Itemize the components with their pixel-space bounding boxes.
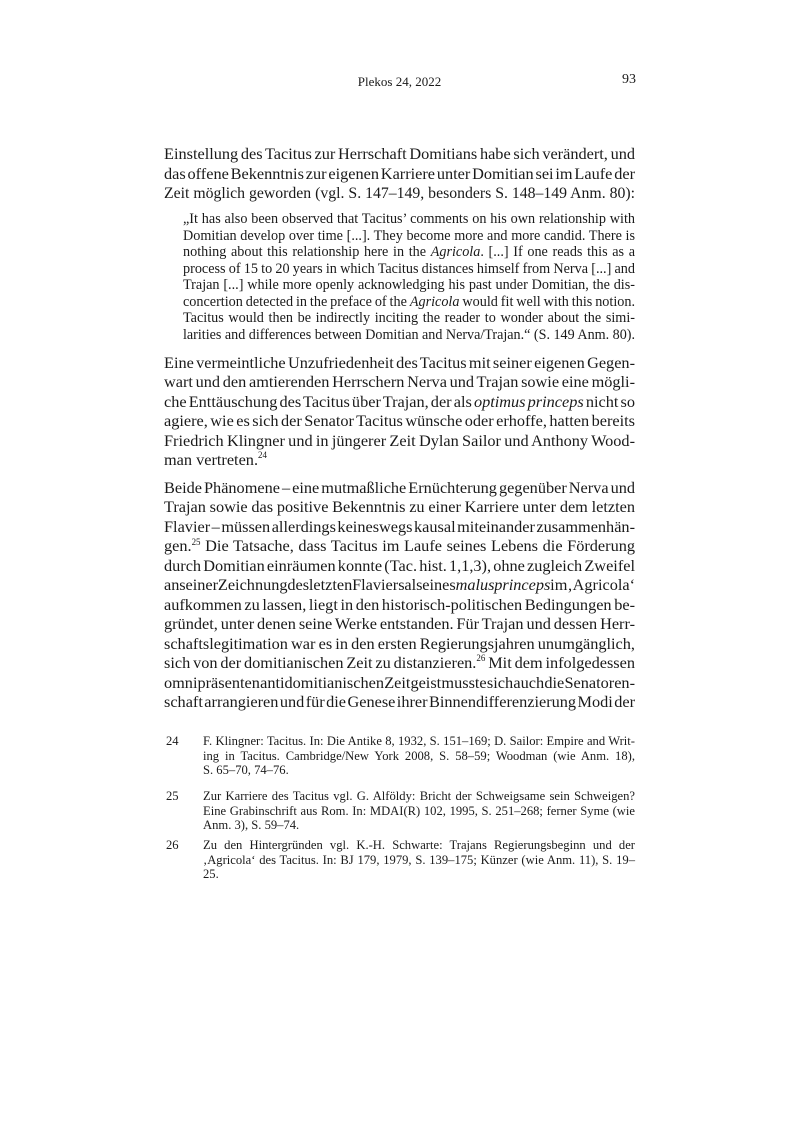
quote-line (183, 294, 635, 311)
footnote-line (203, 749, 635, 764)
text-line (164, 536, 635, 556)
text-run: . [...] If one reads this as a (480, 244, 636, 261)
text-run: Beide Phänomene – eine mutmaßliche Ernüchterung gegenüber Nerva und (164, 478, 635, 497)
text-run: an seiner Zeichnung des letzten Flaviers als eines (164, 575, 456, 595)
text-line (164, 517, 635, 537)
footnote-line (203, 867, 219, 882)
text-run: Mit dem infolgedessen (485, 653, 635, 673)
text-run: process of 15 to 20 years in which Tacitus distances himself from Nerva [...] and (183, 260, 635, 277)
text-line (164, 183, 635, 203)
text-run: 25. (203, 867, 219, 882)
text-line (164, 478, 635, 498)
text-run: Zur Karriere des Tacitus vgl. G. Alföldy: Bricht der Schweigsame sein Schweigen? (203, 789, 635, 803)
text-run: Trajan sowie das positive Bekenntnis zu einer Karriere unter dem letzten (164, 497, 635, 517)
italic-term: Agricola (409, 293, 460, 310)
footnote-line (203, 804, 635, 819)
footnote-ref[interactable]: 26 (476, 653, 486, 664)
text-run: Eine vermeintliche Unzufriedenheit des Tacitus mit seiner eigenen Gegen- (164, 353, 635, 372)
text-run: Eine Grabinschrift aus Rom. In: MDAI(R) 102, 1995, S. 251–268; ferner Syme (wie (203, 803, 635, 818)
text-run: Domitian develop over time [...]. They become more and more candid. There is (183, 227, 635, 244)
footnote-line (203, 734, 635, 749)
footnote-number: 26 (166, 838, 179, 852)
quote-line (183, 228, 635, 245)
text-line (164, 353, 635, 373)
text-run: Flavier – müssen allerdings keineswegs kausal miteinander zusammenhän- (164, 516, 635, 536)
text-line (164, 595, 635, 615)
text-line (164, 164, 635, 184)
text-line (164, 634, 635, 654)
text-line (164, 144, 635, 164)
text-line (164, 392, 635, 412)
text-run: omnipräsenten antidomitianischen Zeitgeist musste sich auch die Senatoren- (164, 672, 635, 692)
text-line (164, 692, 635, 712)
text-line (164, 411, 635, 431)
text-line (164, 614, 635, 634)
text-line (164, 497, 635, 517)
italic-term: malus princeps (455, 575, 551, 595)
text-line (164, 575, 635, 595)
text-run: Trajan [...] while more openly acknowledging his past under Domitian, the dis- (183, 277, 635, 294)
footnote-number: 25 (166, 789, 179, 803)
footnote-line (203, 853, 635, 868)
italic-term: optimus princeps (473, 391, 584, 411)
italic-term: Agricola (430, 244, 481, 261)
text-line (164, 431, 635, 451)
text-run: Einstellung des Tacitus zur Herrschaft Domitians habe sich verändert, und (164, 144, 635, 163)
text-run: „It has also been observed that Tacitus’ comments on his own relationship with (183, 211, 635, 227)
footnote-number: 24 (166, 734, 179, 748)
page-number: 93 (622, 72, 636, 87)
text-line (164, 653, 635, 673)
text-run: im ‚Agricola‘ (550, 575, 636, 595)
text-run: Friedrich Klingner und in jüngerer Zeit Dylan Sailor und Anthony Wood- (164, 430, 635, 450)
text-run: schaftslegitimation war es in den ersten Regierungsjahren unumgänglich, (164, 633, 635, 653)
text-line (164, 673, 635, 693)
quote-line (183, 310, 635, 327)
text-run: nicht so (583, 391, 636, 411)
text-run: nothing about this relationship here in the (183, 244, 431, 261)
footnote-line (203, 818, 299, 833)
quote-line (183, 261, 635, 278)
text-run: Tacitus would then be indirectly inciting the reader to wonder about the simi- (183, 310, 635, 327)
text-run: sich von der domitianischen Zeit zu distanzieren. (164, 653, 477, 673)
text-run: das offene Bekenntnis zur eigenen Karriere unter Domitian sei im Laufe der (164, 163, 635, 183)
text-run: Anm. 3), S. 59–74. (203, 818, 300, 833)
text-run: ing in Tacitus. Cambridge/New York 2008, S. 58–59; Woodman (wie Anm. 18), (203, 748, 635, 763)
running-header: Plekos 24, 2022 (357, 74, 442, 89)
text-line (164, 372, 635, 392)
text-line (164, 556, 635, 576)
text-run: che Enttäuschung des Tacitus über Trajan, der als (164, 391, 474, 411)
footnote-line (203, 763, 289, 778)
text-run: larities and differences between Domitian and Nerva/Trajan.“ (S. 149 Anm. 80). (183, 326, 635, 343)
footnote-line (203, 789, 635, 804)
quote-line (183, 277, 635, 294)
text-run: ‚Agricola‘ des Tacitus. In: BJ 179, 1979, S. 139–175; Künzer (wie Anm. 11), S. 19– (203, 852, 635, 867)
text-line (164, 450, 267, 470)
text-run: gen. (164, 536, 192, 556)
footnote-ref[interactable]: 24 (258, 450, 267, 461)
text-run: durch Domitian einräumen konnte (Tac. hist. 1,1,3), ohne zugleich Zweifel (164, 555, 635, 575)
text-run: Zu den Hintergründen vgl. K.-H. Schwarte: Trajans Regierungsbeginn und der (203, 838, 635, 852)
text-run: concertion detected in the preface of the (183, 293, 410, 310)
text-run: would fit well with this notion. (459, 293, 636, 310)
quote-line (183, 327, 635, 344)
text-run: agiere, wie es sich der Senator Tacitus wünsche oder erhoffe, hatten bereits (164, 411, 635, 431)
text-run: Die Tatsache, dass Tacitus im Laufe seines Lebens die Förderung (200, 536, 635, 556)
quote-line (183, 211, 635, 228)
text-run: wart und den amtierenden Herrschern Nerva und Trajan sowie eine mögli- (164, 372, 635, 392)
text-run: S. 65–70, 74–76. (203, 763, 289, 778)
text-run: schaft arrangieren und für die Genese ihrer Binnendifferenzierung Modi der (164, 691, 635, 711)
text-run: Zeit möglich geworden (vgl. S. 147–149, besonders S. 148–149 Anm. 80): (164, 183, 635, 202)
footnote-line (203, 838, 635, 853)
text-run: F. Klingner: Tacitus. In: Die Antike 8, 1932, S. 151–169; D. Sailor: Empire and Writ- (203, 734, 635, 748)
quote-line (183, 244, 635, 261)
text-run: man vertreten. (164, 450, 259, 469)
text-run: aufkommen zu lassen, liegt in den historisch-politischen Bedingungen be- (164, 594, 635, 614)
text-run: gründet, unter denen seine Werke entstanden. Für Trajan und dessen Herr- (164, 614, 635, 634)
footnote-ref[interactable]: 25 (191, 536, 201, 547)
